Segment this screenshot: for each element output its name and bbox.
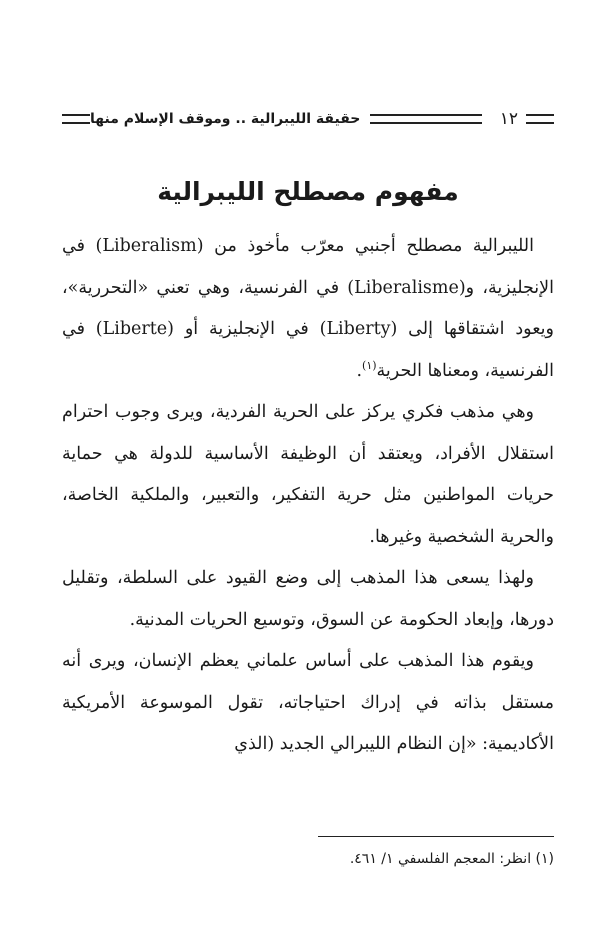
footnote: (١) انظر: المعجم الفلسفي ١/ ٤٦١. xyxy=(349,851,554,867)
paragraph-doctrine: وهي مذهب فكري يركز على الحرية الفردية، ويرى وجوب احترام استقلال الأفراد، ويعتقد أن الوظيفة الأساسية للدولة هي حماية حريات المواطنين مثل حرية التفكير، والتعبير، والملكية الخاصة، والحرية الشخصية وغيرها. xyxy=(62,402,554,547)
paragraph-definition-text: الليبرالية مصطلح أجنبي معرّب مأخوذ من (Liberalism) في الإنجليزية، و(Liberalisme) في الفرنسية، وهي تعني «التحررية»، ويعود اشتقاقها إلى (Liberty) في الإنجليزية أو (Liberte) في الفرنسية، ومعناها الحرية xyxy=(62,236,555,381)
paragraph-secular-basis: ويقوم هذا المذهب على أساس علماني يعظم الإنسان، ويرى أنه مستقل بذاته في إدراك احتياجاته، تقول الموسوعة الأمريكية الأكاديمية: «إن النظام الليبرالي الجديد (الذي xyxy=(62,651,554,754)
section-title: مفهوم مصطلح الليبرالية xyxy=(157,177,459,206)
page-number: ١٢ xyxy=(499,109,518,129)
header-rule-middle xyxy=(370,114,481,124)
paragraph-definition-end: . xyxy=(356,360,363,381)
header-rule-left xyxy=(62,114,90,124)
running-title: حقيقة الليبرالية .. وموقف الإسلام منها xyxy=(90,111,361,127)
footnote-separator xyxy=(318,836,554,837)
body-text xyxy=(62,226,554,766)
paragraph-definition xyxy=(62,226,554,392)
header-rule-right xyxy=(526,114,554,124)
paragraph-authority: ولهذا يسعى هذا المذهب إلى وضع القيود على السلطة، وتقليل دورها، وإبعاد الحكومة عن السوق، وتوسيع الحريات المدنية. xyxy=(62,568,554,630)
running-header xyxy=(62,104,554,134)
footnote-reference: (١) xyxy=(362,358,377,372)
